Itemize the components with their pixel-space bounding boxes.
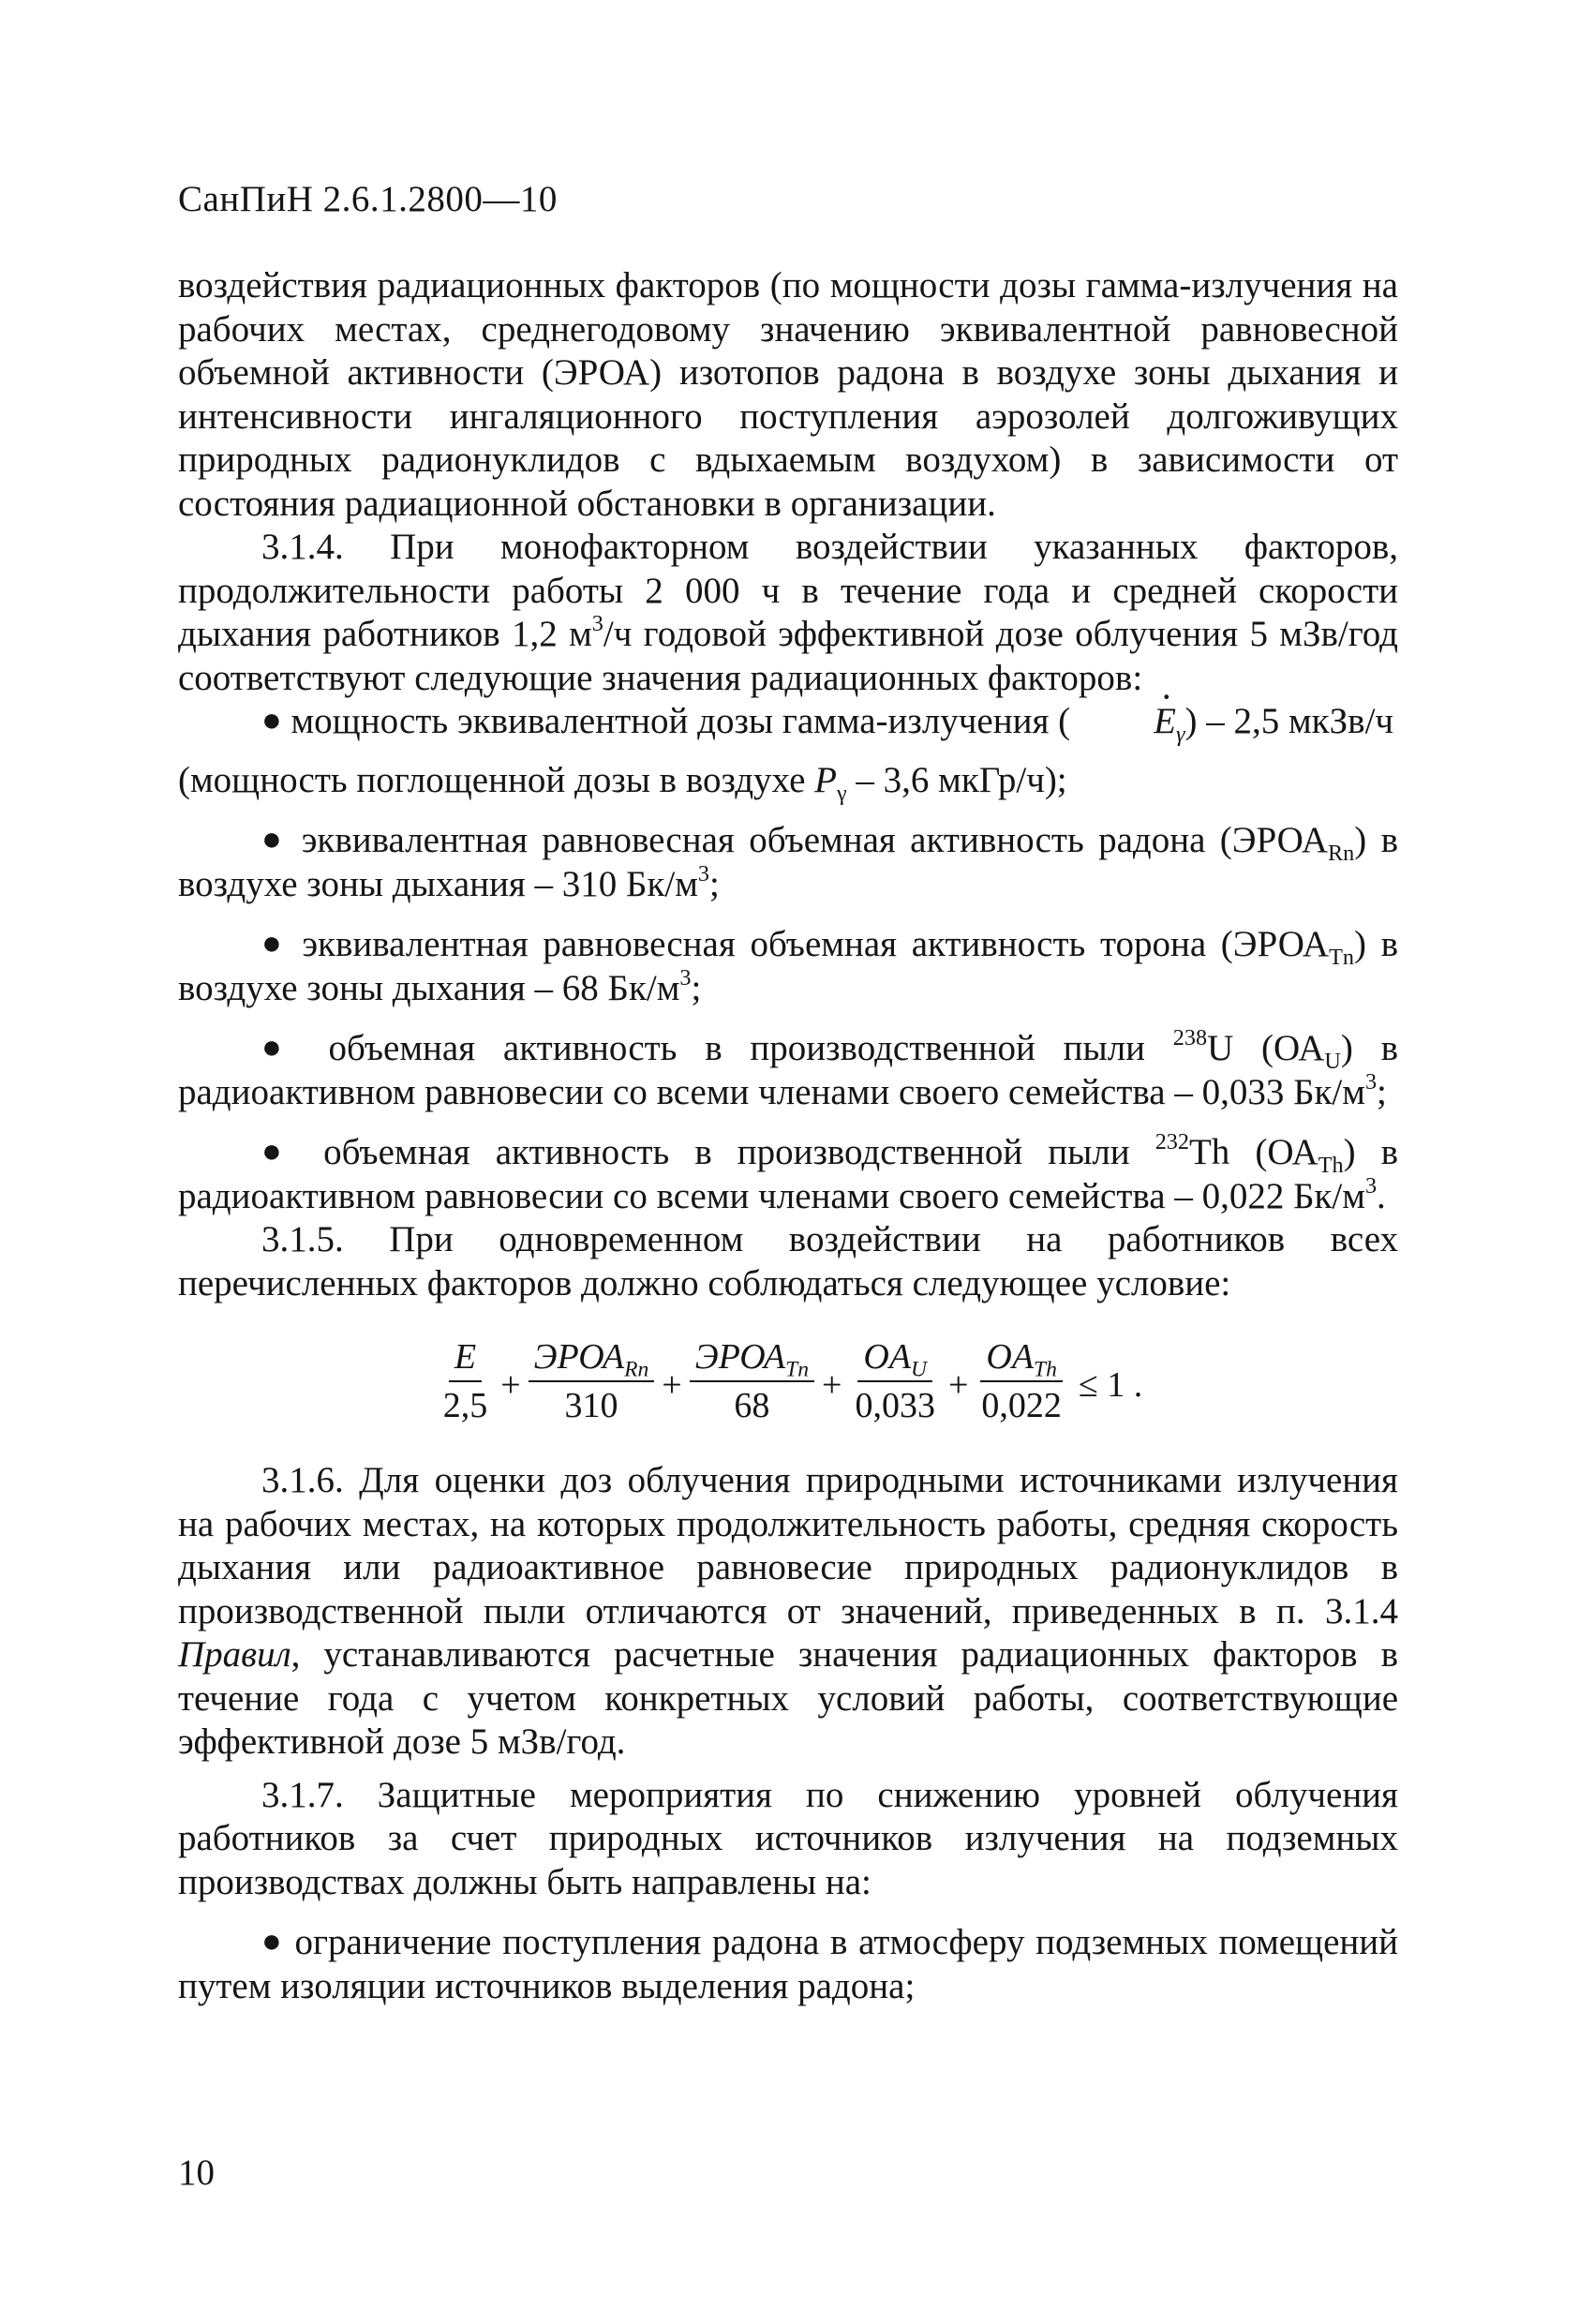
formula-term-oa-th: $\frac{OA_{Th}}{0,022}$ xyxy=(981,1337,1062,1425)
bullet-icon: ● xyxy=(261,1922,284,1959)
formula-rhs: ≤ 1 . xyxy=(1078,1364,1143,1405)
paragraph-3-1-6: 3.1.6. Для оценки доз облучения природными источниками излучения на рабочих местах, на которых продолжительность работы, средняя скорость дыхания или радиоактивное равновесие природных радионуклидов в производственной пыли отличаются от значений, приведенных в п. 3.1.4 Правил, устанавливаются расчетные значения радиационных факторов в течение года с учетом конкретных условий работы, соответствующие эффективной дозе 5 мЗв/год. xyxy=(178,1460,1398,1762)
bullet-icon: ● xyxy=(261,924,288,961)
plus-sign: + xyxy=(662,1364,682,1405)
bullet-thorium: ● объемная активность в производственной пыли $^{232}$Th $(ОА_{Th})$ в радиоактивном равновесии со всеми членами своего семейства – 0,022 $Бк/м^3$. xyxy=(178,1129,1399,1216)
bullet-icon: ● xyxy=(261,1132,299,1169)
bullet-gamma-dose-cont: (мощность поглощенной дозы в воздухе $P_\gamma - 3,6$ мкГр/ч); xyxy=(178,759,1067,806)
bullet-gamma-dose: ● мощность эквивалентной дозы гамма-излучения ( $E \cdot_\gamma) - 2,5$ мкЗв/ч xyxy=(178,700,1398,744)
paragraph-intro: воздействия радиационных факторов (по мощности дозы гамма-излучения на рабочих местах, среднегодовому значению эквивалентной равновесной объемной активности (ЭРОА) изотопов радона в воздухе зоны дыхания и интенсивности ингаляционного поступления аэрозолей долгоживущих природных радионуклидов с вдыхаемым воздухом) в зависимости от состояния радиационной обстановки в организации. xyxy=(178,265,1398,524)
page-body xyxy=(178,264,1398,2008)
bullet-icon: ● xyxy=(261,820,288,857)
paragraph-3-1-7: 3.1.7. Защитные мероприятия по снижению уровней облучения работников за счет природных источников излучения на подземных производствах должны быть направлены на: xyxy=(178,1774,1398,1902)
bullet-thoron: ● эквивалентная равновесная объемная активность торона $(ЭРОА_{Tn})$ в воздухе зоны дыхания – 68 $Бк/м^3$; xyxy=(178,924,1399,1008)
formula-term-eroa-tn: $\frac{ЭРОА_{Tn}}{68}$ xyxy=(690,1337,814,1425)
bullet-uranium: ● объемная активность в производственной пыли $^{238}$U $(ОА_U)$ в радиоактивном равновесии со всеми членами своего семейства – 0,033 $Бк/м^3$; xyxy=(178,1025,1398,1112)
bullet-icon: ● xyxy=(261,701,282,738)
bullet-icon: ● xyxy=(261,1028,301,1065)
formula-term-oa-u: $\frac{OA_U}{0,033}$ xyxy=(855,1337,935,1425)
page-number: 10 xyxy=(178,2153,215,2193)
paragraph-3-1-4: 3.1.4. При монофакторном воздействии указанных факторов, продолжительности работы 2 000 ч в течение года и средней скорости дыхания работников 1,2 $м^3/ч$ годовой эффективной дозе облучения 5 мЗв/год соответствуют следующие значения радиационных факторов: xyxy=(178,527,1399,698)
bullet-radon-limit: ● ограничение поступления радона в атмосферу подземных помещений путем изоляции источников выделения радона; xyxy=(178,1922,1399,2006)
plus-sign: + xyxy=(947,1364,969,1405)
plus-sign: + xyxy=(500,1364,521,1405)
formula-term-eroa-rn: $\frac{ЭРОА_{Rn}}{310}$ xyxy=(529,1337,655,1425)
paragraph-3-1-5: 3.1.5. При одновременном воздействии на работников всех перечисленных факторов должно соблюдаться следующее условие: xyxy=(178,1219,1398,1304)
bullet-radon: ● эквивалентная равновесная объемная активность радона $(ЭРОА_{Rn})$ в воздухе зоны дыхания – 310 $Бк/м^3$; xyxy=(178,820,1399,904)
formula-term-e: $\frac{E}{2,5}$ xyxy=(442,1337,488,1425)
running-title: СанПиН 2.6.1.2800—10 xyxy=(178,179,558,219)
plus-sign: + xyxy=(822,1364,842,1405)
condition-formula xyxy=(178,1337,1398,1425)
